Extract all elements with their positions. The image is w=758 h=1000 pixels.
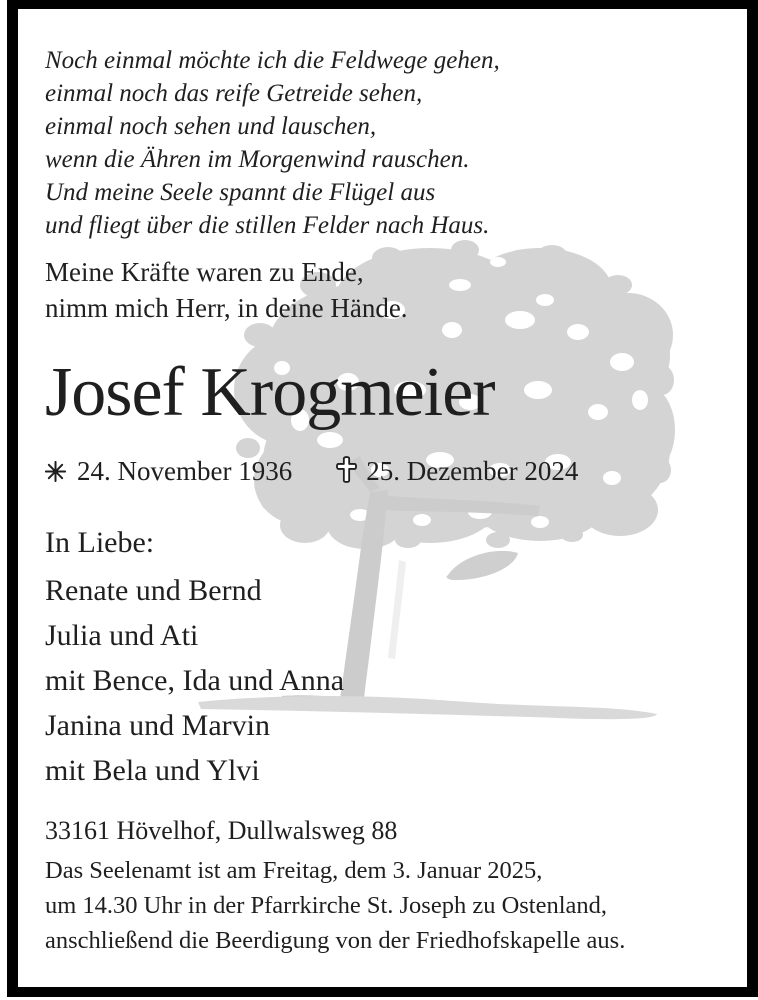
service-line: um 14.30 Uhr in der Pfarrkirche St. Joseph zu Ostenland,	[45, 892, 608, 919]
deceased-name: Josef Krogmeier	[45, 354, 495, 431]
death-cross-icon	[336, 456, 357, 483]
mourners-list	[45, 568, 344, 793]
farewell-verse	[45, 254, 408, 326]
birth-date: 24. November 1936	[77, 456, 293, 486]
poem-line: einmal noch sehen und lauschen,	[45, 113, 377, 140]
farewell-line: nimm mich Herr, in deine Hände.	[45, 293, 408, 323]
service-line: Das Seelenamt ist am Freitag, dem 3. Januar 2025,	[45, 857, 543, 884]
address-line: 33161 Hövelhof, Dullwalsweg 88	[45, 816, 398, 845]
life-dates	[45, 456, 578, 487]
poem-line: und fliegt über die stillen Felder nach Haus.	[45, 212, 490, 239]
poem-line: Noch einmal möchte ich die Feldwege gehen,	[45, 47, 500, 74]
birth-star-icon	[45, 461, 66, 482]
mourners-heading: In Liebe:	[45, 526, 155, 559]
service-line: anschließend die Beerdigung von der Friedhofskapelle aus.	[45, 927, 626, 954]
mourner-line: Julia und Ati	[45, 619, 199, 652]
poem-line: einmal noch das reife Getreide sehen,	[45, 80, 423, 107]
mourner-line: mit Bela und Ylvi	[45, 754, 260, 787]
poem-line: wenn die Ähren im Morgenwind rauschen.	[45, 146, 470, 173]
farewell-line: Meine Kräfte waren zu Ende,	[45, 257, 364, 287]
mourner-line: mit Bence, Ida und Anna	[45, 664, 345, 697]
poem-line: Und meine Seele spannt die Flügel aus	[45, 179, 436, 206]
funeral-service-info	[45, 853, 625, 958]
memorial-poem	[45, 44, 500, 242]
mourner-line: Janina und Marvin	[45, 709, 270, 742]
mourner-line: Renate und Bernd	[45, 574, 262, 607]
death-date: 25. Dezember 2024	[366, 456, 579, 486]
